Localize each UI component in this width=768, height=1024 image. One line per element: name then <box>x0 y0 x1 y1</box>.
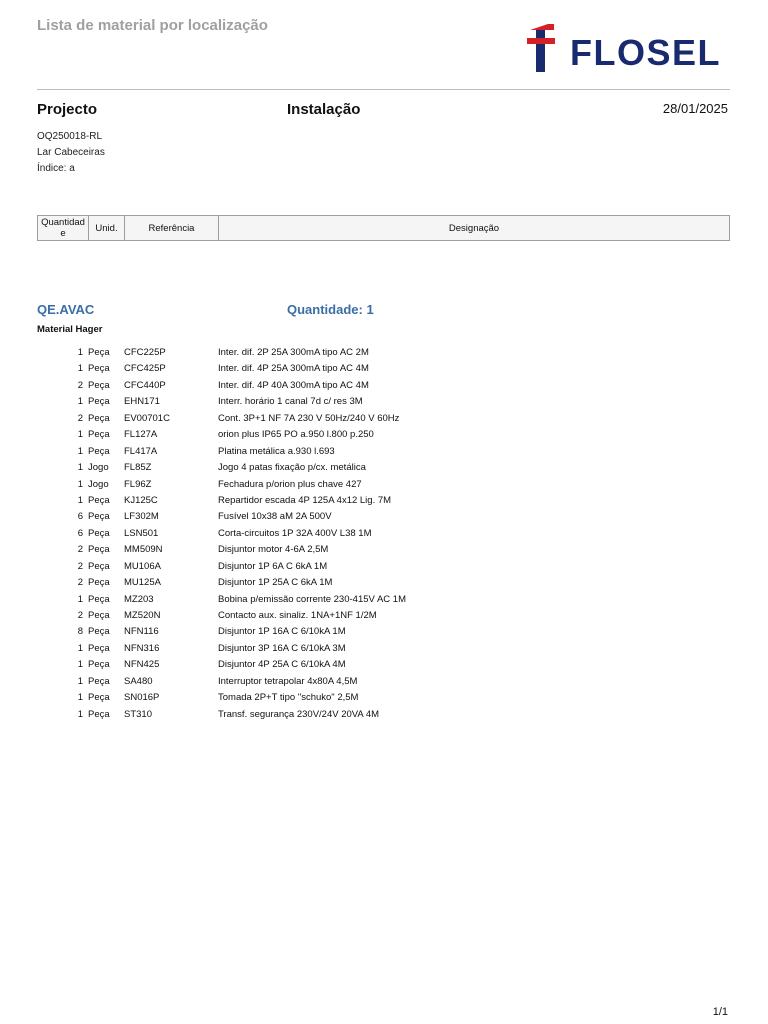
item-designation: Disjuntor 1P 25A C 6kA 1M <box>218 577 333 589</box>
item-designation: Inter. dif. 4P 40A 300mA tipo AC 4M <box>218 379 369 391</box>
item-designation: Interruptor tetrapolar 4x80A 4,5M <box>218 675 358 687</box>
item-unit: Peça <box>88 675 110 687</box>
item-designation: Interr. horário 1 canal 7d c/ res 3M <box>218 396 363 408</box>
table-row <box>37 509 730 525</box>
table-row <box>37 641 730 657</box>
flosel-logo-icon <box>527 22 555 72</box>
document-title: Lista de material por localização <box>37 17 268 34</box>
project-code: OQ250018-RL <box>37 131 103 142</box>
table-row <box>37 345 730 361</box>
item-unit: Peça <box>88 494 110 506</box>
item-quantity: 2 <box>77 544 83 556</box>
item-designation: Disjuntor 4P 25A C 6/10kA 4M <box>218 659 346 671</box>
item-reference: ST310 <box>124 708 152 720</box>
table-row <box>37 608 730 624</box>
item-quantity: 1 <box>77 445 83 457</box>
item-quantity: 1 <box>77 494 83 506</box>
item-reference: MU125A <box>124 577 161 589</box>
table-row <box>37 542 730 558</box>
item-quantity: 1 <box>77 462 83 474</box>
item-unit: Peça <box>88 560 110 572</box>
table-row <box>37 657 730 673</box>
item-designation: Cont. 3P+1 NF 7A 230 V 50Hz/240 V 60Hz <box>218 412 400 424</box>
item-quantity: 8 <box>77 626 83 638</box>
installation-label: Instalação <box>287 101 361 118</box>
item-designation: Bobina p/emissão corrente 230-415V AC 1M <box>218 593 406 605</box>
table-row <box>37 394 730 410</box>
item-designation: Contacto aux. sinaliz. 1NA+1NF 1/2M <box>218 610 377 621</box>
item-quantity: 1 <box>77 593 83 605</box>
item-quantity: 1 <box>77 429 83 441</box>
item-designation: Corta-circuitos 1P 32A 400V L38 1M <box>218 527 372 539</box>
item-unit: Peça <box>88 692 110 704</box>
item-reference: FL417A <box>124 445 158 457</box>
item-designation: Fusível 10x38 aM 2A 500V <box>218 511 332 523</box>
item-designation: Fechadura p/orion plus chave 427 <box>218 478 362 490</box>
item-quantity: 2 <box>77 379 83 391</box>
table-row <box>37 526 730 542</box>
item-unit: Peça <box>88 610 110 621</box>
table-row <box>37 690 730 706</box>
table-row <box>37 460 730 476</box>
item-unit: Peça <box>88 511 110 523</box>
item-quantity: 1 <box>77 478 83 490</box>
item-designation: Disjuntor motor 4-6A 2,5M <box>218 544 329 556</box>
item-unit: Peça <box>88 412 110 424</box>
item-quantity: 1 <box>77 675 83 687</box>
item-reference: CFC440P <box>124 379 166 391</box>
item-designation: Transf. segurança 230V/24V 20VA 4M <box>218 708 380 720</box>
item-quantity: 2 <box>77 412 83 424</box>
item-designation: Disjuntor 1P 6A C 6kA 1M <box>218 560 328 572</box>
item-designation: Platina metálica a.930 l.693 <box>218 445 335 457</box>
table-row <box>37 361 730 377</box>
logo-wordmark: FLOSEL <box>570 32 721 73</box>
document-date: 28/01/2025 <box>662 101 728 116</box>
item-unit: Peça <box>88 363 110 375</box>
item-quantity: 1 <box>77 363 83 375</box>
item-unit: Peça <box>88 642 110 654</box>
item-reference: FL127A <box>124 429 158 441</box>
material-list <box>37 345 730 723</box>
item-designation: Inter. dif. 2P 25A 300mA tipo AC 2M <box>218 347 369 358</box>
item-unit: Peça <box>88 544 110 556</box>
section-quantity: Quantidade: 1 <box>287 302 374 317</box>
column-quantity: Quantidad e <box>38 216 89 240</box>
item-unit: Peça <box>88 379 110 391</box>
item-quantity: 2 <box>77 577 83 589</box>
table-row <box>37 575 730 591</box>
table-row <box>37 624 730 640</box>
item-reference: FL85Z <box>124 462 152 474</box>
table-row <box>37 592 730 608</box>
item-reference: LSN501 <box>124 527 159 539</box>
item-unit: Peça <box>88 527 110 539</box>
item-designation: Repartidor escada 4P 125A 4x12 Lig. 7M <box>218 494 392 506</box>
section-name: QE.AVAC <box>37 302 95 317</box>
item-designation: Jogo 4 patas fixação p/cx. metálica <box>218 462 366 474</box>
flosel-logo <box>527 22 732 74</box>
item-quantity: 1 <box>77 396 83 408</box>
item-quantity: 1 <box>77 659 83 671</box>
item-unit: Peça <box>88 396 110 408</box>
item-reference: CFC225P <box>124 347 166 358</box>
item-unit: Peça <box>88 347 110 358</box>
table-row <box>37 707 730 723</box>
column-unit: Unid. <box>89 216 125 240</box>
page-number: 1/1 <box>712 1006 728 1018</box>
item-reference: NFN316 <box>124 642 160 654</box>
table-row <box>37 444 730 460</box>
item-reference: MZ203 <box>124 593 154 605</box>
table-row <box>37 427 730 443</box>
item-quantity: 1 <box>77 642 83 654</box>
item-unit: Jogo <box>88 478 109 490</box>
item-reference: FL96Z <box>124 478 152 490</box>
project-index: Índice: a <box>37 163 75 174</box>
item-quantity: 1 <box>77 347 83 358</box>
item-reference: NFN116 <box>124 626 159 638</box>
item-reference: CFC425P <box>124 363 166 375</box>
table-row <box>37 477 730 493</box>
item-unit: Peça <box>88 708 110 720</box>
item-unit: Peça <box>88 626 110 638</box>
item-unit: Peça <box>88 593 110 605</box>
item-designation: Inter. dif. 4P 25A 300mA tipo AC 4M <box>218 363 369 375</box>
item-designation: orion plus IP65 PO a.950 l.800 p.250 <box>218 429 374 441</box>
item-reference: MM509N <box>124 544 163 556</box>
table-row <box>37 674 730 690</box>
column-header <box>37 215 730 241</box>
item-reference: LF302M <box>124 511 159 523</box>
item-reference: EV00701C <box>124 412 170 424</box>
item-unit: Peça <box>88 577 110 589</box>
item-reference: SA480 <box>124 675 153 687</box>
item-reference: EHN171 <box>124 396 160 408</box>
item-quantity: 1 <box>77 692 83 704</box>
table-row <box>37 378 730 394</box>
section-subtitle: Material Hager <box>37 324 103 335</box>
item-reference: MZ520N <box>124 610 161 621</box>
item-designation: Disjuntor 1P 16A C 6/10kA 1M <box>218 626 346 638</box>
item-quantity: 6 <box>77 511 83 523</box>
item-quantity: 2 <box>77 560 83 572</box>
item-reference: KJ125C <box>124 494 158 506</box>
item-unit: Jogo <box>88 462 109 474</box>
item-reference: NFN425 <box>124 659 160 671</box>
item-unit: Peça <box>88 429 110 441</box>
item-designation: Disjuntor 3P 16A C 6/10kA 3M <box>218 642 346 654</box>
column-reference: Referência <box>125 216 219 240</box>
table-row <box>37 411 730 427</box>
column-designation: Designação <box>448 222 500 234</box>
item-unit: Peça <box>88 445 110 457</box>
item-reference: SN016P <box>124 692 160 704</box>
table-row <box>37 559 730 575</box>
project-name: Lar Cabeceiras <box>37 147 105 158</box>
item-reference: MU106A <box>124 560 161 572</box>
item-quantity: 2 <box>77 610 83 621</box>
item-unit: Peça <box>88 659 110 671</box>
item-quantity: 1 <box>77 708 83 720</box>
item-quantity: 6 <box>77 527 83 539</box>
project-label: Projecto <box>37 101 98 118</box>
header-divider <box>37 89 730 90</box>
table-row <box>37 493 730 509</box>
item-designation: Tomada 2P+T tipo "schuko" 2,5M <box>218 692 359 704</box>
